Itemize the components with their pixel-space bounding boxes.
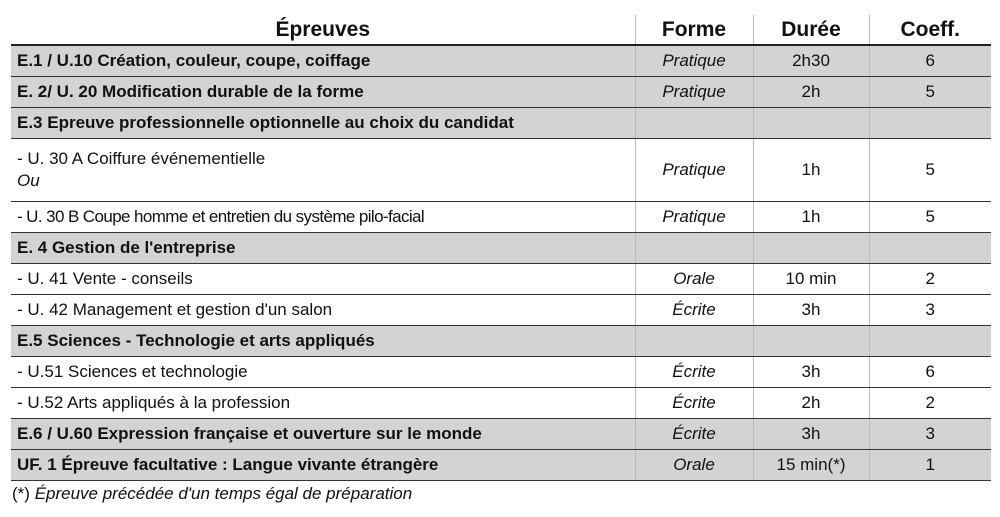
- row-forme: Pratique: [635, 45, 753, 77]
- row-label: E. 2/ U. 20 Modification durable de la forme: [11, 77, 635, 108]
- row-label: - U. 41 Vente - conseils: [11, 264, 635, 295]
- row-coeff: 2: [869, 388, 991, 419]
- row-forme: Écrite: [635, 419, 753, 450]
- row-duree: 3h: [753, 295, 869, 326]
- row-coeff: 3: [869, 295, 991, 326]
- header-epreuves: Épreuves: [11, 15, 635, 45]
- row-sub-label: Ou: [17, 171, 40, 190]
- header-coeff: Coeff.: [869, 15, 991, 45]
- row-forme: Écrite: [635, 357, 753, 388]
- row-label: E.1 / U.10 Création, couleur, coupe, coiffage: [11, 45, 635, 77]
- header-duree: Durée: [753, 15, 869, 45]
- row-forme: Écrite: [635, 388, 753, 419]
- table-row: [11, 295, 991, 326]
- row-label: - U.51 Sciences et technologie: [11, 357, 635, 388]
- footnote: [12, 484, 412, 504]
- row-coeff: 6: [869, 45, 991, 77]
- footnote-text: Épreuve précédée d'un temps égal de préparation: [34, 484, 413, 503]
- row-duree: 2h: [753, 77, 869, 108]
- table-row: [11, 264, 991, 295]
- row-label: E.6 / U.60 Expression française et ouverture sur le monde: [11, 419, 635, 450]
- row-coeff: 1: [869, 450, 991, 481]
- row-forme: Orale: [635, 450, 753, 481]
- section-label: E.3 Epreuve professionnelle optionnelle au choix du candidat: [11, 108, 635, 139]
- section-row: [11, 326, 991, 357]
- row-label-cell: [11, 139, 635, 202]
- row-duree: 3h: [753, 419, 869, 450]
- exam-table: [11, 15, 991, 481]
- row-duree: 3h: [753, 357, 869, 388]
- row-label: - U.52 Arts appliqués à la profession: [11, 388, 635, 419]
- header-forme: Forme: [635, 15, 753, 45]
- footnote-marker: (*): [12, 484, 30, 503]
- row-coeff: 6: [869, 357, 991, 388]
- row-label: - U. 30 A Coiffure événementielle: [17, 149, 266, 168]
- row-label: - U. 42 Management et gestion d'un salon: [11, 295, 635, 326]
- table-row: [11, 139, 991, 202]
- row-duree: 2h: [753, 388, 869, 419]
- row-duree: 1h: [753, 202, 869, 233]
- section-label: E. 4 Gestion de l'entreprise: [11, 233, 635, 264]
- row-forme: Écrite: [635, 295, 753, 326]
- row-forme: Pratique: [635, 139, 753, 202]
- row-duree: 10 min: [753, 264, 869, 295]
- table-row: [11, 45, 991, 77]
- row-forme: Orale: [635, 264, 753, 295]
- table-row: [11, 202, 991, 233]
- header-row: [11, 15, 991, 45]
- table-row: [11, 388, 991, 419]
- table-row: [11, 357, 991, 388]
- row-label: UF. 1 Épreuve facultative : Langue vivante étrangère: [11, 450, 635, 481]
- table-row: [11, 419, 991, 450]
- row-forme: Pratique: [635, 202, 753, 233]
- row-coeff: 5: [869, 139, 991, 202]
- section-label: E.5 Sciences - Technologie et arts appliqués: [11, 326, 635, 357]
- row-duree: 1h: [753, 139, 869, 202]
- row-duree: 2h30: [753, 45, 869, 77]
- row-forme: Pratique: [635, 77, 753, 108]
- row-coeff: 2: [869, 264, 991, 295]
- table-row: [11, 450, 991, 481]
- row-coeff: 3: [869, 419, 991, 450]
- section-row: [11, 108, 991, 139]
- row-duree: 15 min(*): [753, 450, 869, 481]
- row-coeff: 5: [869, 202, 991, 233]
- section-row: [11, 233, 991, 264]
- row-label: - U. 30 B Coupe homme et entretien du système pilo-facial: [11, 202, 635, 233]
- table-row: [11, 77, 991, 108]
- row-coeff: 5: [869, 77, 991, 108]
